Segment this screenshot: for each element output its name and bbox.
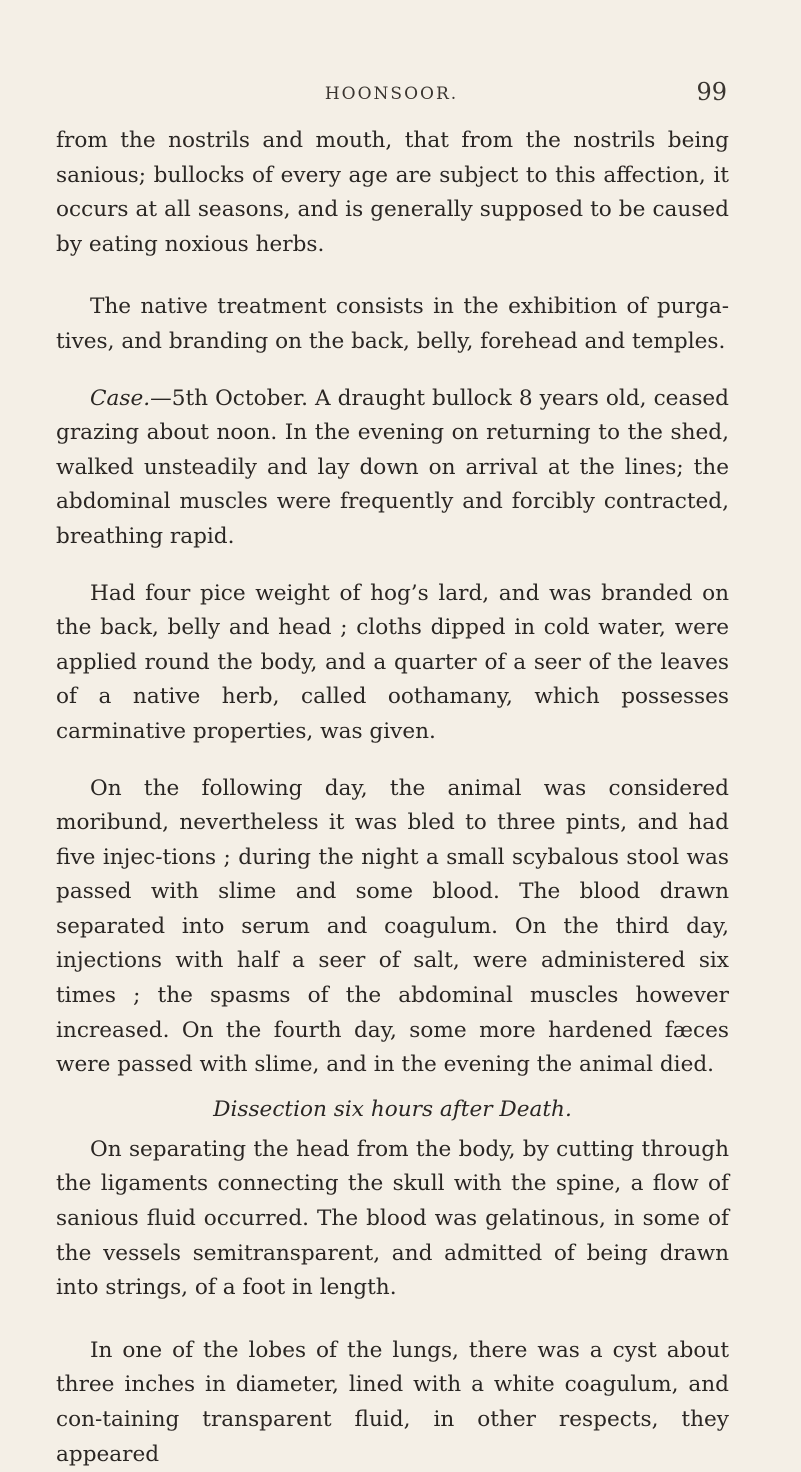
body-text [56, 124, 729, 1472]
paragraph-dissection: On separating the head from the body, by cutting through the ligaments connecting the skull with the spine, a flow of sanious fluid occurred. The blood was gelatinous, in some of the vessels semitransparent, and admitted of being drawn into strings, of a foot in length. [56, 1136, 729, 1301]
paragraph-native-treatment: The native treatment consists in the exhibition of purga-tives, and branding on the back, belly, forehead and temples. [56, 294, 729, 354]
paragraph-following-day: On the following day, the animal was considered moribund, nevertheless it was bled to three pints, and had five injec-tions ; during the night a small scybalous stool was passed with slime and some blood. The blood drawn separated into serum and coagulum. On the third day, injections with half a seer of salt, were administered six times ; the spasms of the abdominal muscles however increased. On the fourth day, some more hardened fæces were passed with slime, and in the evening the animal died. [56, 775, 729, 1078]
paragraph-case [56, 382, 729, 555]
paragraph-lungs: In one of the lobes of the lungs, there was a cyst about three inches in diameter, lined with a white coagulum, and con-taining transparent fluid, in other respects, they appeared [56, 1337, 729, 1467]
case-text: —5th October. A draught bullock 8 years old, ceased grazing about noon. In the evening on returning to the shed, walked unsteadily and lay down on arrival at the lines; the abdominal muscles were frequently and forcibly contracted, breathing rapid. [56, 385, 729, 549]
page-header [56, 76, 727, 116]
section-heading-dissection: Dissection six hours after Death. [213, 1096, 572, 1122]
running-head: HOONSOOR. [324, 84, 459, 104]
paragraph-treatment-given: Had four pice weight of hog’s lard, and was branded on the back, belly and head ; cloths dipped in cold water, were applied round the body, and a quarter of a seer of the leaves of a native herb, called oothamany, which possesses carminative properties, was given. [56, 580, 729, 744]
page-number: 99 [696, 78, 727, 106]
paragraph-continuation: from the nostrils and mouth, that from the nostrils being sanious; bullocks of every age are subject to this affection, it occurs at all seasons, and is generally supposed to be caused by eating noxious herbs. [56, 128, 729, 257]
case-label: Case. [90, 385, 151, 411]
